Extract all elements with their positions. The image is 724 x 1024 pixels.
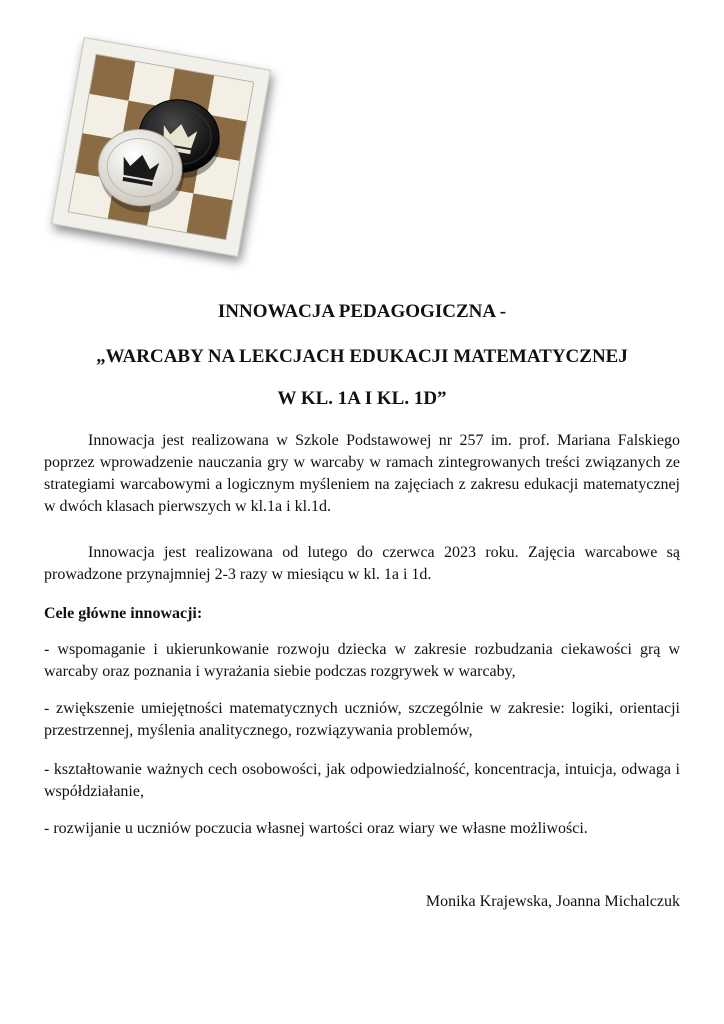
paragraph-schedule: Innowacja jest realizowana od lutego do czerwca 2023 roku. Zajęcia warcabowe są prowadzone przynajmniej 2-3 razy w miesiącu w kl. 1a i 1d. xyxy=(44,544,680,583)
goal-item: - wspomaganie i ukierunkowanie rozwoju dziecka w zakresie rozbudzania ciekawości grą w warcaby oraz poznania i wyrażania siebie podczas rozgrywek w warcaby, xyxy=(44,641,680,680)
checkers-image xyxy=(51,37,271,257)
goal-item: - zwiększenie umiejętności matematycznych uczniów, szczególnie w zakresie: logiki, orientacji przestrzennej, myślenia analitycznego, rozwiązywania problemów, xyxy=(44,700,680,739)
goals-heading: Cele główne innowacji: xyxy=(44,605,203,622)
title-line-3: W KL. 1A I KL. 1D” xyxy=(277,388,447,409)
title-line-1: INNOWACJA PEDAGOGICZNA - xyxy=(217,301,507,322)
goal-item: - kształtowanie ważnych cech osobowości, jak odpowiedzialność, koncentracja, intuicja, odwaga i współdziałanie, xyxy=(44,761,680,800)
checkers-board-with-crowned-pieces-icon xyxy=(52,38,270,256)
title-line-2: „WARCABY NA LEKCJACH EDUKACJI MATEMATYCZNEJ xyxy=(96,346,628,367)
paragraph-intro: Innowacja jest realizowana w Szkole Podstawowej nr 257 im. prof. Mariana Falskiego poprzez wprowadzenie nauczania gry w warcaby w ramach zintegrowanych treści związanych ze strategiami warcabowymi a logicznym myśleniem na zajęciach z zakresu edukacji matematycznej w dwóch klasach pierwszych w kl.1a i kl.1d. xyxy=(44,432,680,515)
signature: Monika Krajewska, Joanna Michalczuk xyxy=(425,893,680,910)
goal-item: - rozwijanie u uczniów poczucia własnej wartości oraz wiary we własne możliwości. xyxy=(44,820,588,837)
